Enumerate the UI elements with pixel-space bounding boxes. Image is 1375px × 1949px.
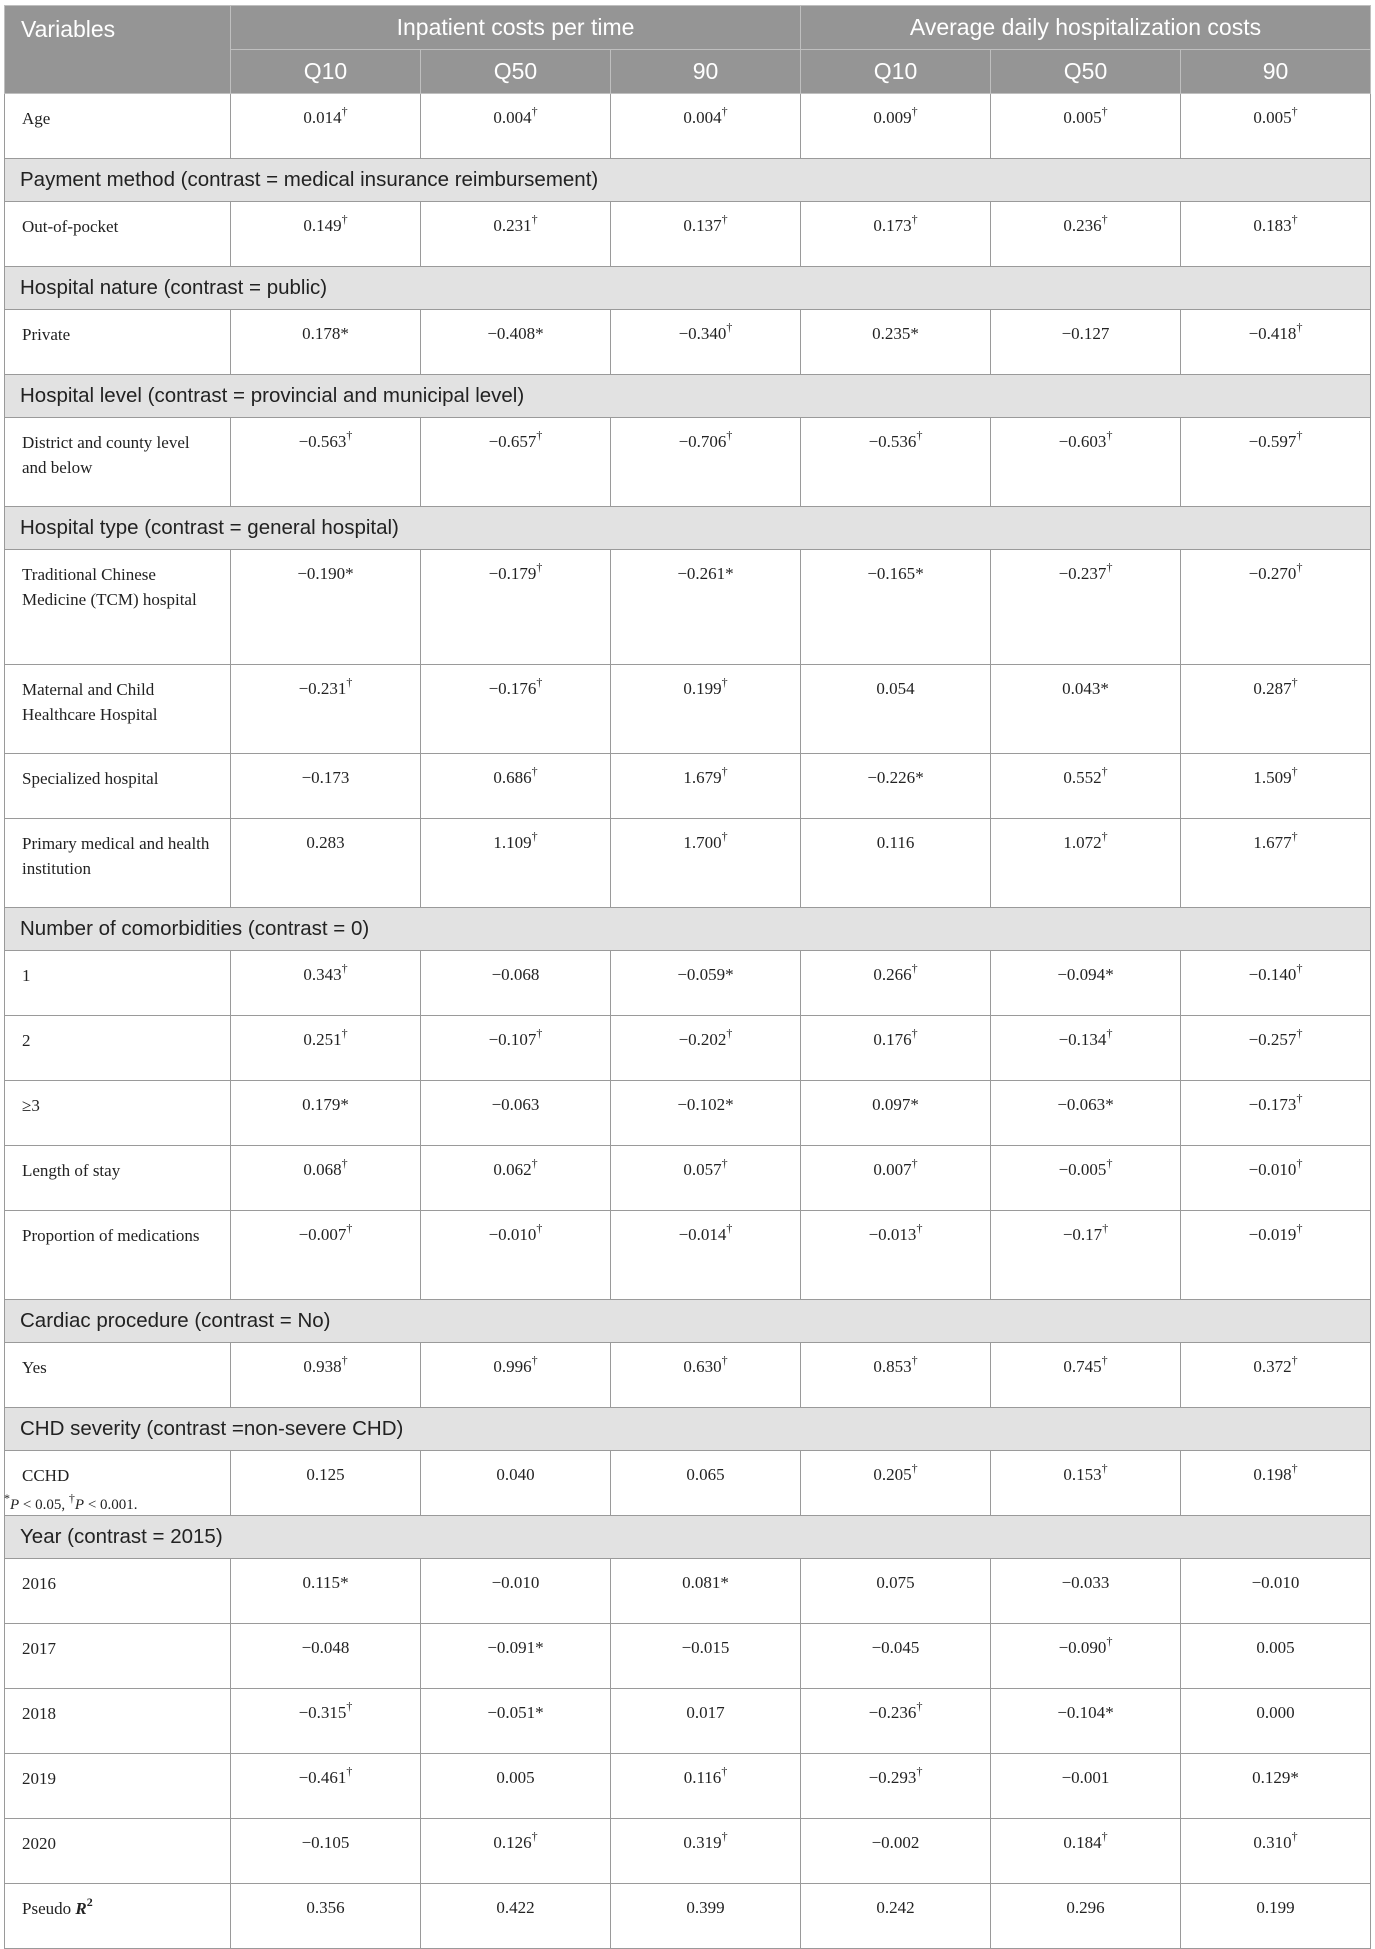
coefficient-cell: −0.002 xyxy=(801,1819,991,1884)
coefficient-cell: −0.033 xyxy=(991,1559,1181,1624)
coefficient-cell: 0.068† xyxy=(231,1146,421,1211)
coefficient-cell: −0.231† xyxy=(231,665,421,754)
coefficient-cell: 0.231† xyxy=(421,202,611,267)
coefficient-cell: −0.063* xyxy=(991,1081,1181,1146)
row-label: Yes xyxy=(5,1343,231,1408)
coefficient-cell: −0.176† xyxy=(421,665,611,754)
coefficient-cell: −0.597† xyxy=(1181,418,1371,507)
column-header: 90 xyxy=(1181,50,1371,94)
coefficient-cell: 0.199 xyxy=(1181,1884,1371,1949)
coefficient-cell: −0.015 xyxy=(611,1624,801,1689)
section-label: CHD severity (contrast =non-severe CHD) xyxy=(5,1408,1371,1451)
coefficient-cell: −0.090† xyxy=(991,1624,1181,1689)
column-header: Q50 xyxy=(421,50,611,94)
coefficient-cell: −0.706† xyxy=(611,418,801,507)
section-label: Hospital level (contrast = provincial and municipal level) xyxy=(5,375,1371,418)
coefficient-cell: 0.075 xyxy=(801,1559,991,1624)
coefficient-cell: −0.293† xyxy=(801,1754,991,1819)
regression-table xyxy=(4,5,1371,1949)
table-footnote: *P < 0.05, †P < 0.001. xyxy=(4,1491,138,1513)
coefficient-cell: −0.315† xyxy=(231,1689,421,1754)
table-row xyxy=(5,819,1371,908)
coefficient-cell: 0.004† xyxy=(611,94,801,159)
table-body xyxy=(5,94,1371,1949)
table-row xyxy=(5,754,1371,819)
coefficient-cell: −0.657† xyxy=(421,418,611,507)
coefficient-cell: 0.745† xyxy=(991,1343,1181,1408)
coefficient-cell: 0.126† xyxy=(421,1819,611,1884)
daily-costs-header: Average daily hospitalization costs xyxy=(801,6,1371,50)
coefficient-cell: 0.176† xyxy=(801,1016,991,1081)
coefficient-cell: 0.198† xyxy=(1181,1451,1371,1516)
row-label: 2 xyxy=(5,1016,231,1081)
table-row xyxy=(5,1689,1371,1754)
coefficient-cell: 0.853† xyxy=(801,1343,991,1408)
table-row xyxy=(5,1559,1371,1624)
coefficient-cell: −0.173† xyxy=(1181,1081,1371,1146)
coefficient-cell: −0.013† xyxy=(801,1211,991,1300)
table-header xyxy=(5,6,1371,94)
coefficient-cell: 0.005 xyxy=(421,1754,611,1819)
section-row xyxy=(5,1300,1371,1343)
row-label: Maternal and Child Healthcare Hospital xyxy=(5,665,231,754)
row-label: Traditional Chinese Medicine (TCM) hospital xyxy=(5,550,231,665)
row-label: ≥3 xyxy=(5,1081,231,1146)
coefficient-cell: −0.340† xyxy=(611,310,801,375)
coefficient-cell: 0.116† xyxy=(611,1754,801,1819)
coefficient-cell: −0.007† xyxy=(231,1211,421,1300)
row-label: 2020 xyxy=(5,1819,231,1884)
coefficient-cell: −0.063 xyxy=(421,1081,611,1146)
coefficient-cell: 0.179* xyxy=(231,1081,421,1146)
coefficient-cell: 0.000 xyxy=(1181,1689,1371,1754)
coefficient-cell: −0.107† xyxy=(421,1016,611,1081)
section-label: Number of comorbidities (contrast = 0) xyxy=(5,908,1371,951)
coefficient-cell: −0.190* xyxy=(231,550,421,665)
row-label: Specialized hospital xyxy=(5,754,231,819)
coefficient-cell: −0.091* xyxy=(421,1624,611,1689)
coefficient-cell: 1.509† xyxy=(1181,754,1371,819)
coefficient-cell: −0.563† xyxy=(231,418,421,507)
coefficient-cell: −0.010† xyxy=(421,1211,611,1300)
row-label: Age xyxy=(5,94,231,159)
table-row xyxy=(5,951,1371,1016)
coefficient-cell: 0.005 xyxy=(1181,1624,1371,1689)
coefficient-cell: 0.236† xyxy=(991,202,1181,267)
coefficient-cell: 0.125 xyxy=(231,1451,421,1516)
table-row xyxy=(5,310,1371,375)
coefficient-cell: 0.242 xyxy=(801,1884,991,1949)
table-row xyxy=(5,1819,1371,1884)
coefficient-cell: 0.062† xyxy=(421,1146,611,1211)
table-row xyxy=(5,1884,1371,1949)
table-row xyxy=(5,1081,1371,1146)
coefficient-cell: −0.603† xyxy=(991,418,1181,507)
coefficient-cell: 1.072† xyxy=(991,819,1181,908)
coefficient-cell: 0.235* xyxy=(801,310,991,375)
coefficient-cell: 0.266† xyxy=(801,951,991,1016)
coefficient-cell: −0.051* xyxy=(421,1689,611,1754)
coefficient-cell: 0.153† xyxy=(991,1451,1181,1516)
coefficient-cell: 0.310† xyxy=(1181,1819,1371,1884)
section-row xyxy=(5,1408,1371,1451)
coefficient-cell: −0.014† xyxy=(611,1211,801,1300)
column-header: 90 xyxy=(611,50,801,94)
coefficient-cell: 0.116 xyxy=(801,819,991,908)
coefficient-cell: −0.005† xyxy=(991,1146,1181,1211)
section-row xyxy=(5,507,1371,550)
coefficient-cell: 0.319† xyxy=(611,1819,801,1884)
section-label: Hospital nature (contrast = public) xyxy=(5,267,1371,310)
coefficient-cell: −0.17† xyxy=(991,1211,1181,1300)
coefficient-cell: −0.010† xyxy=(1181,1146,1371,1211)
table-row xyxy=(5,202,1371,267)
coefficient-cell: −0.104* xyxy=(991,1689,1181,1754)
coefficient-cell: 0.054 xyxy=(801,665,991,754)
coefficient-cell: −0.045 xyxy=(801,1624,991,1689)
table-row xyxy=(5,1211,1371,1300)
coefficient-cell: 0.097* xyxy=(801,1081,991,1146)
coefficient-cell: −0.068 xyxy=(421,951,611,1016)
column-header: Q10 xyxy=(801,50,991,94)
coefficient-cell: 0.149† xyxy=(231,202,421,267)
column-header: Q10 xyxy=(231,50,421,94)
coefficient-cell: 0.004† xyxy=(421,94,611,159)
table-row xyxy=(5,418,1371,507)
coefficient-cell: −0.202† xyxy=(611,1016,801,1081)
coefficient-cell: 0.422 xyxy=(421,1884,611,1949)
coefficient-cell: 0.173† xyxy=(801,202,991,267)
row-label: Primary medical and health institution xyxy=(5,819,231,908)
coefficient-cell: −0.127 xyxy=(991,310,1181,375)
coefficient-cell: 0.938† xyxy=(231,1343,421,1408)
coefficient-cell: 1.700† xyxy=(611,819,801,908)
coefficient-cell: 0.009† xyxy=(801,94,991,159)
coefficient-cell: 0.183† xyxy=(1181,202,1371,267)
coefficient-cell: −0.134† xyxy=(991,1016,1181,1081)
coefficient-cell: 0.283 xyxy=(231,819,421,908)
coefficient-cell: 0.081* xyxy=(611,1559,801,1624)
section-label: Payment method (contrast = medical insurance reimbursement) xyxy=(5,159,1371,202)
row-label: Out-of-pocket xyxy=(5,202,231,267)
coefficient-cell: −0.257† xyxy=(1181,1016,1371,1081)
coefficient-cell: 0.372† xyxy=(1181,1343,1371,1408)
coefficient-cell: 0.007† xyxy=(801,1146,991,1211)
table-row xyxy=(5,550,1371,665)
coefficient-cell: 1.679† xyxy=(611,754,801,819)
section-label: Hospital type (contrast = general hospital) xyxy=(5,507,1371,550)
table-row xyxy=(5,94,1371,159)
section-row xyxy=(5,908,1371,951)
table-row xyxy=(5,1451,1371,1516)
coefficient-cell: −0.418† xyxy=(1181,310,1371,375)
coefficient-cell: 0.399 xyxy=(611,1884,801,1949)
coefficient-cell: 0.686† xyxy=(421,754,611,819)
section-label: Cardiac procedure (contrast = No) xyxy=(5,1300,1371,1343)
row-label: CCHD xyxy=(5,1451,231,1516)
coefficient-cell: −0.105 xyxy=(231,1819,421,1884)
coefficient-cell: −0.461† xyxy=(231,1754,421,1819)
coefficient-cell: 0.115* xyxy=(231,1559,421,1624)
coefficient-cell: −0.408* xyxy=(421,310,611,375)
coefficient-cell: 0.137† xyxy=(611,202,801,267)
table-row xyxy=(5,1016,1371,1081)
row-label: District and county level and below xyxy=(5,418,231,507)
section-label: Year (contrast = 2015) xyxy=(5,1516,1371,1559)
coefficient-cell: 0.343† xyxy=(231,951,421,1016)
row-label: Pseudo $R^2$ xyxy=(5,1884,231,1949)
row-label: Length of stay xyxy=(5,1146,231,1211)
coefficient-cell: −0.261* xyxy=(611,550,801,665)
section-row xyxy=(5,267,1371,310)
coefficient-cell: 0.184† xyxy=(991,1819,1181,1884)
coefficient-cell: 0.996† xyxy=(421,1343,611,1408)
coefficient-cell: 0.129* xyxy=(1181,1754,1371,1819)
coefficient-cell: 0.017 xyxy=(611,1689,801,1754)
coefficient-cell: −0.102* xyxy=(611,1081,801,1146)
row-label: 2017 xyxy=(5,1624,231,1689)
coefficient-cell: 0.005† xyxy=(991,94,1181,159)
coefficient-cell: −0.140† xyxy=(1181,951,1371,1016)
coefficient-cell: −0.059* xyxy=(611,951,801,1016)
inpatient-costs-header: Inpatient costs per time xyxy=(231,6,801,50)
coefficient-cell: 0.178* xyxy=(231,310,421,375)
coefficient-cell: −0.173 xyxy=(231,754,421,819)
coefficient-cell: 0.014† xyxy=(231,94,421,159)
row-label: 2018 xyxy=(5,1689,231,1754)
coefficient-cell: −0.019† xyxy=(1181,1211,1371,1300)
coefficient-cell: 0.005† xyxy=(1181,94,1371,159)
table-row xyxy=(5,1146,1371,1211)
coefficient-cell: −0.226* xyxy=(801,754,991,819)
coefficient-cell: 0.065 xyxy=(611,1451,801,1516)
coefficient-cell: 0.040 xyxy=(421,1451,611,1516)
coefficient-cell: 1.677† xyxy=(1181,819,1371,908)
variables-header: Variables xyxy=(5,6,231,94)
coefficient-cell: 0.043* xyxy=(991,665,1181,754)
table-row xyxy=(5,1624,1371,1689)
coefficient-cell: −0.179† xyxy=(421,550,611,665)
coefficient-cell: 0.057† xyxy=(611,1146,801,1211)
coefficient-cell: 0.356 xyxy=(231,1884,421,1949)
coefficient-cell: 0.205† xyxy=(801,1451,991,1516)
coefficient-cell: −0.094* xyxy=(991,951,1181,1016)
row-label: Proportion of medications xyxy=(5,1211,231,1300)
coefficient-cell: −0.536† xyxy=(801,418,991,507)
coefficient-cell: −0.010 xyxy=(421,1559,611,1624)
table-row xyxy=(5,665,1371,754)
coefficient-cell: 0.287† xyxy=(1181,665,1371,754)
coefficient-cell: 0.552† xyxy=(991,754,1181,819)
row-label: 2016 xyxy=(5,1559,231,1624)
coefficient-cell: 0.251† xyxy=(231,1016,421,1081)
section-row xyxy=(5,159,1371,202)
coefficient-cell: −0.001 xyxy=(991,1754,1181,1819)
coefficient-cell: −0.270† xyxy=(1181,550,1371,665)
coefficient-cell: 0.199† xyxy=(611,665,801,754)
table-row xyxy=(5,1754,1371,1819)
coefficient-cell: −0.236† xyxy=(801,1689,991,1754)
coefficient-cell: 1.109† xyxy=(421,819,611,908)
coefficient-cell: −0.165* xyxy=(801,550,991,665)
coefficient-cell: 0.296 xyxy=(991,1884,1181,1949)
coefficient-cell: −0.010 xyxy=(1181,1559,1371,1624)
coefficient-cell: −0.237† xyxy=(991,550,1181,665)
row-label: 1 xyxy=(5,951,231,1016)
coefficient-cell: −0.048 xyxy=(231,1624,421,1689)
section-row xyxy=(5,375,1371,418)
coefficient-cell: 0.630† xyxy=(611,1343,801,1408)
row-label: 2019 xyxy=(5,1754,231,1819)
table-row xyxy=(5,1343,1371,1408)
row-label: Private xyxy=(5,310,231,375)
column-header: Q50 xyxy=(991,50,1181,94)
